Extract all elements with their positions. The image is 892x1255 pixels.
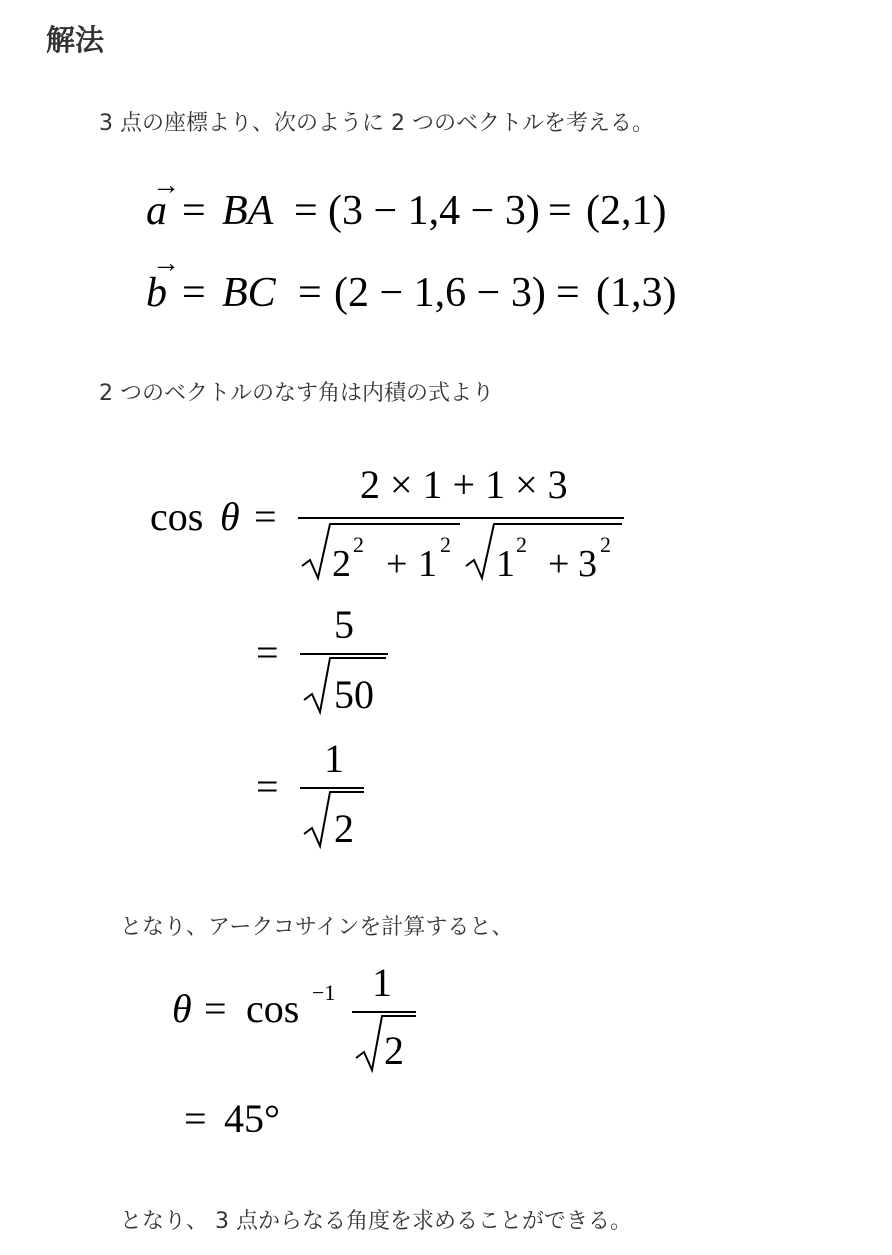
numerator: 2 × 1 + 1 × 3	[360, 462, 568, 507]
equals-sign: =	[182, 188, 206, 234]
page-title: 解法	[46, 23, 105, 57]
angle-numerator: 1	[372, 960, 392, 1005]
arccos-paragraph: となり、アークコサインを計算すると、	[120, 915, 514, 940]
plus-sign: +	[386, 543, 408, 585]
vector-a-expression: (3 − 1,4 − 3)	[328, 188, 540, 234]
vector-b-expression: (2 − 1,6 − 3)	[334, 270, 546, 316]
den-base: 1	[496, 543, 515, 585]
step2-numerator: 5	[334, 602, 354, 647]
equals-sign: =	[256, 630, 279, 675]
angle-equation	[172, 960, 472, 1150]
cosine-equation	[150, 460, 670, 860]
vector-a-result: (2,1)	[586, 188, 667, 234]
den-exponent: 2	[440, 532, 451, 557]
equals-sign: =	[294, 188, 318, 234]
angle-denominator: 2	[384, 1028, 404, 1073]
equals-sign: =	[184, 1096, 207, 1141]
theta-symbol: θ	[172, 986, 192, 1031]
step3-denominator: 2	[334, 806, 354, 851]
vector-b-result: (1,3)	[596, 270, 677, 316]
step3-numerator: 1	[324, 736, 344, 781]
equals-sign: =	[204, 986, 227, 1031]
equals-sign: =	[548, 188, 572, 234]
den-exponent: 2	[353, 532, 364, 557]
points-label: BC	[222, 270, 276, 316]
plus-sign: +	[548, 543, 570, 585]
den-base: 3	[578, 543, 597, 585]
cos-function: cos	[246, 986, 300, 1031]
inverse-exponent: −1	[312, 980, 336, 1005]
cos-function: cos	[150, 494, 204, 539]
dot-product-paragraph: 2 つのベクトルのなす角は内積の式より	[99, 381, 494, 406]
vector-b-symbol: b	[146, 270, 167, 316]
angle-result: 45°	[224, 1096, 280, 1141]
equals-sign: =	[556, 270, 580, 316]
conclusion-paragraph: となり、 3 点からなる角度を求めることができる。	[120, 1209, 632, 1234]
equals-sign: =	[182, 270, 206, 316]
points-label: BA	[222, 188, 274, 234]
sqrt-sign-icon	[466, 524, 622, 578]
equals-sign: =	[298, 270, 322, 316]
step2-denominator: 50	[334, 672, 374, 717]
den-base: 1	[418, 543, 437, 585]
den-base: 2	[332, 543, 351, 585]
equals-sign: =	[254, 494, 277, 539]
vector-arrow-icon: →	[152, 248, 180, 279]
den-exponent: 2	[600, 532, 611, 557]
vector-a-equation	[146, 170, 706, 240]
intro-paragraph: 3 点の座標より、次のように 2 つのベクトルを考える。	[99, 111, 654, 136]
vector-b-equation	[146, 248, 706, 322]
den-exponent: 2	[516, 532, 527, 557]
vector-a-symbol: a	[146, 188, 167, 234]
equals-sign: =	[256, 764, 279, 809]
theta-symbol: θ	[220, 494, 240, 539]
vector-arrow-icon: →	[152, 170, 180, 201]
